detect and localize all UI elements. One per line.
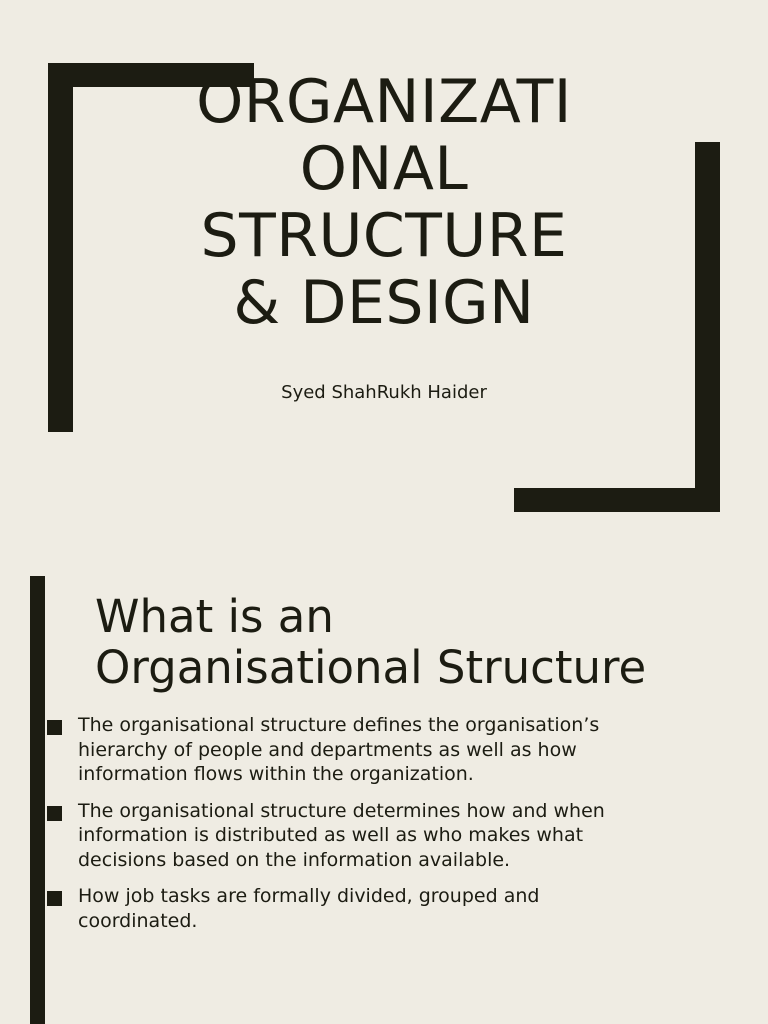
bullet-line: information flows within the organization. xyxy=(78,763,474,785)
section-heading-line: Organisational Structure xyxy=(95,641,647,694)
frame-bottom-bar xyxy=(514,488,720,512)
slide-title-line: ORGANIZATI xyxy=(196,67,572,137)
bullet-item xyxy=(47,799,737,873)
bullet-line: information is distributed as well as who makes what xyxy=(78,824,584,846)
slide-title-line: & DESIGN xyxy=(233,268,535,338)
content-left-bar xyxy=(30,576,45,1024)
bullet-line: coordinated. xyxy=(78,909,198,932)
slide-title-line: ONAL xyxy=(299,134,469,204)
bullet-item xyxy=(47,713,737,787)
square-bullet-icon xyxy=(47,891,62,906)
slide-title-line: STRUCTURE xyxy=(200,201,568,271)
author-name: Syed ShahRukh Haider xyxy=(281,382,487,403)
bullet-line: How job tasks are formally divided, grouped and xyxy=(78,885,540,907)
square-bullet-icon xyxy=(47,720,62,735)
section-heading xyxy=(95,591,646,693)
slide-title xyxy=(150,69,618,337)
bullet-line: The organisational structure determines how and when xyxy=(78,799,605,822)
frame-left-bar xyxy=(48,63,73,432)
bullet-item xyxy=(47,884,737,933)
square-bullet-icon xyxy=(47,806,62,821)
section-heading-line: What is an xyxy=(95,590,334,643)
bullet-list xyxy=(47,713,737,945)
frame-right-bar xyxy=(695,142,720,511)
bullet-line: hierarchy of people and departments as well as how xyxy=(78,738,577,761)
bullet-line: decisions based on the information available. xyxy=(78,848,511,871)
bullet-line: The organisational structure defines the organisation’s xyxy=(78,714,600,736)
